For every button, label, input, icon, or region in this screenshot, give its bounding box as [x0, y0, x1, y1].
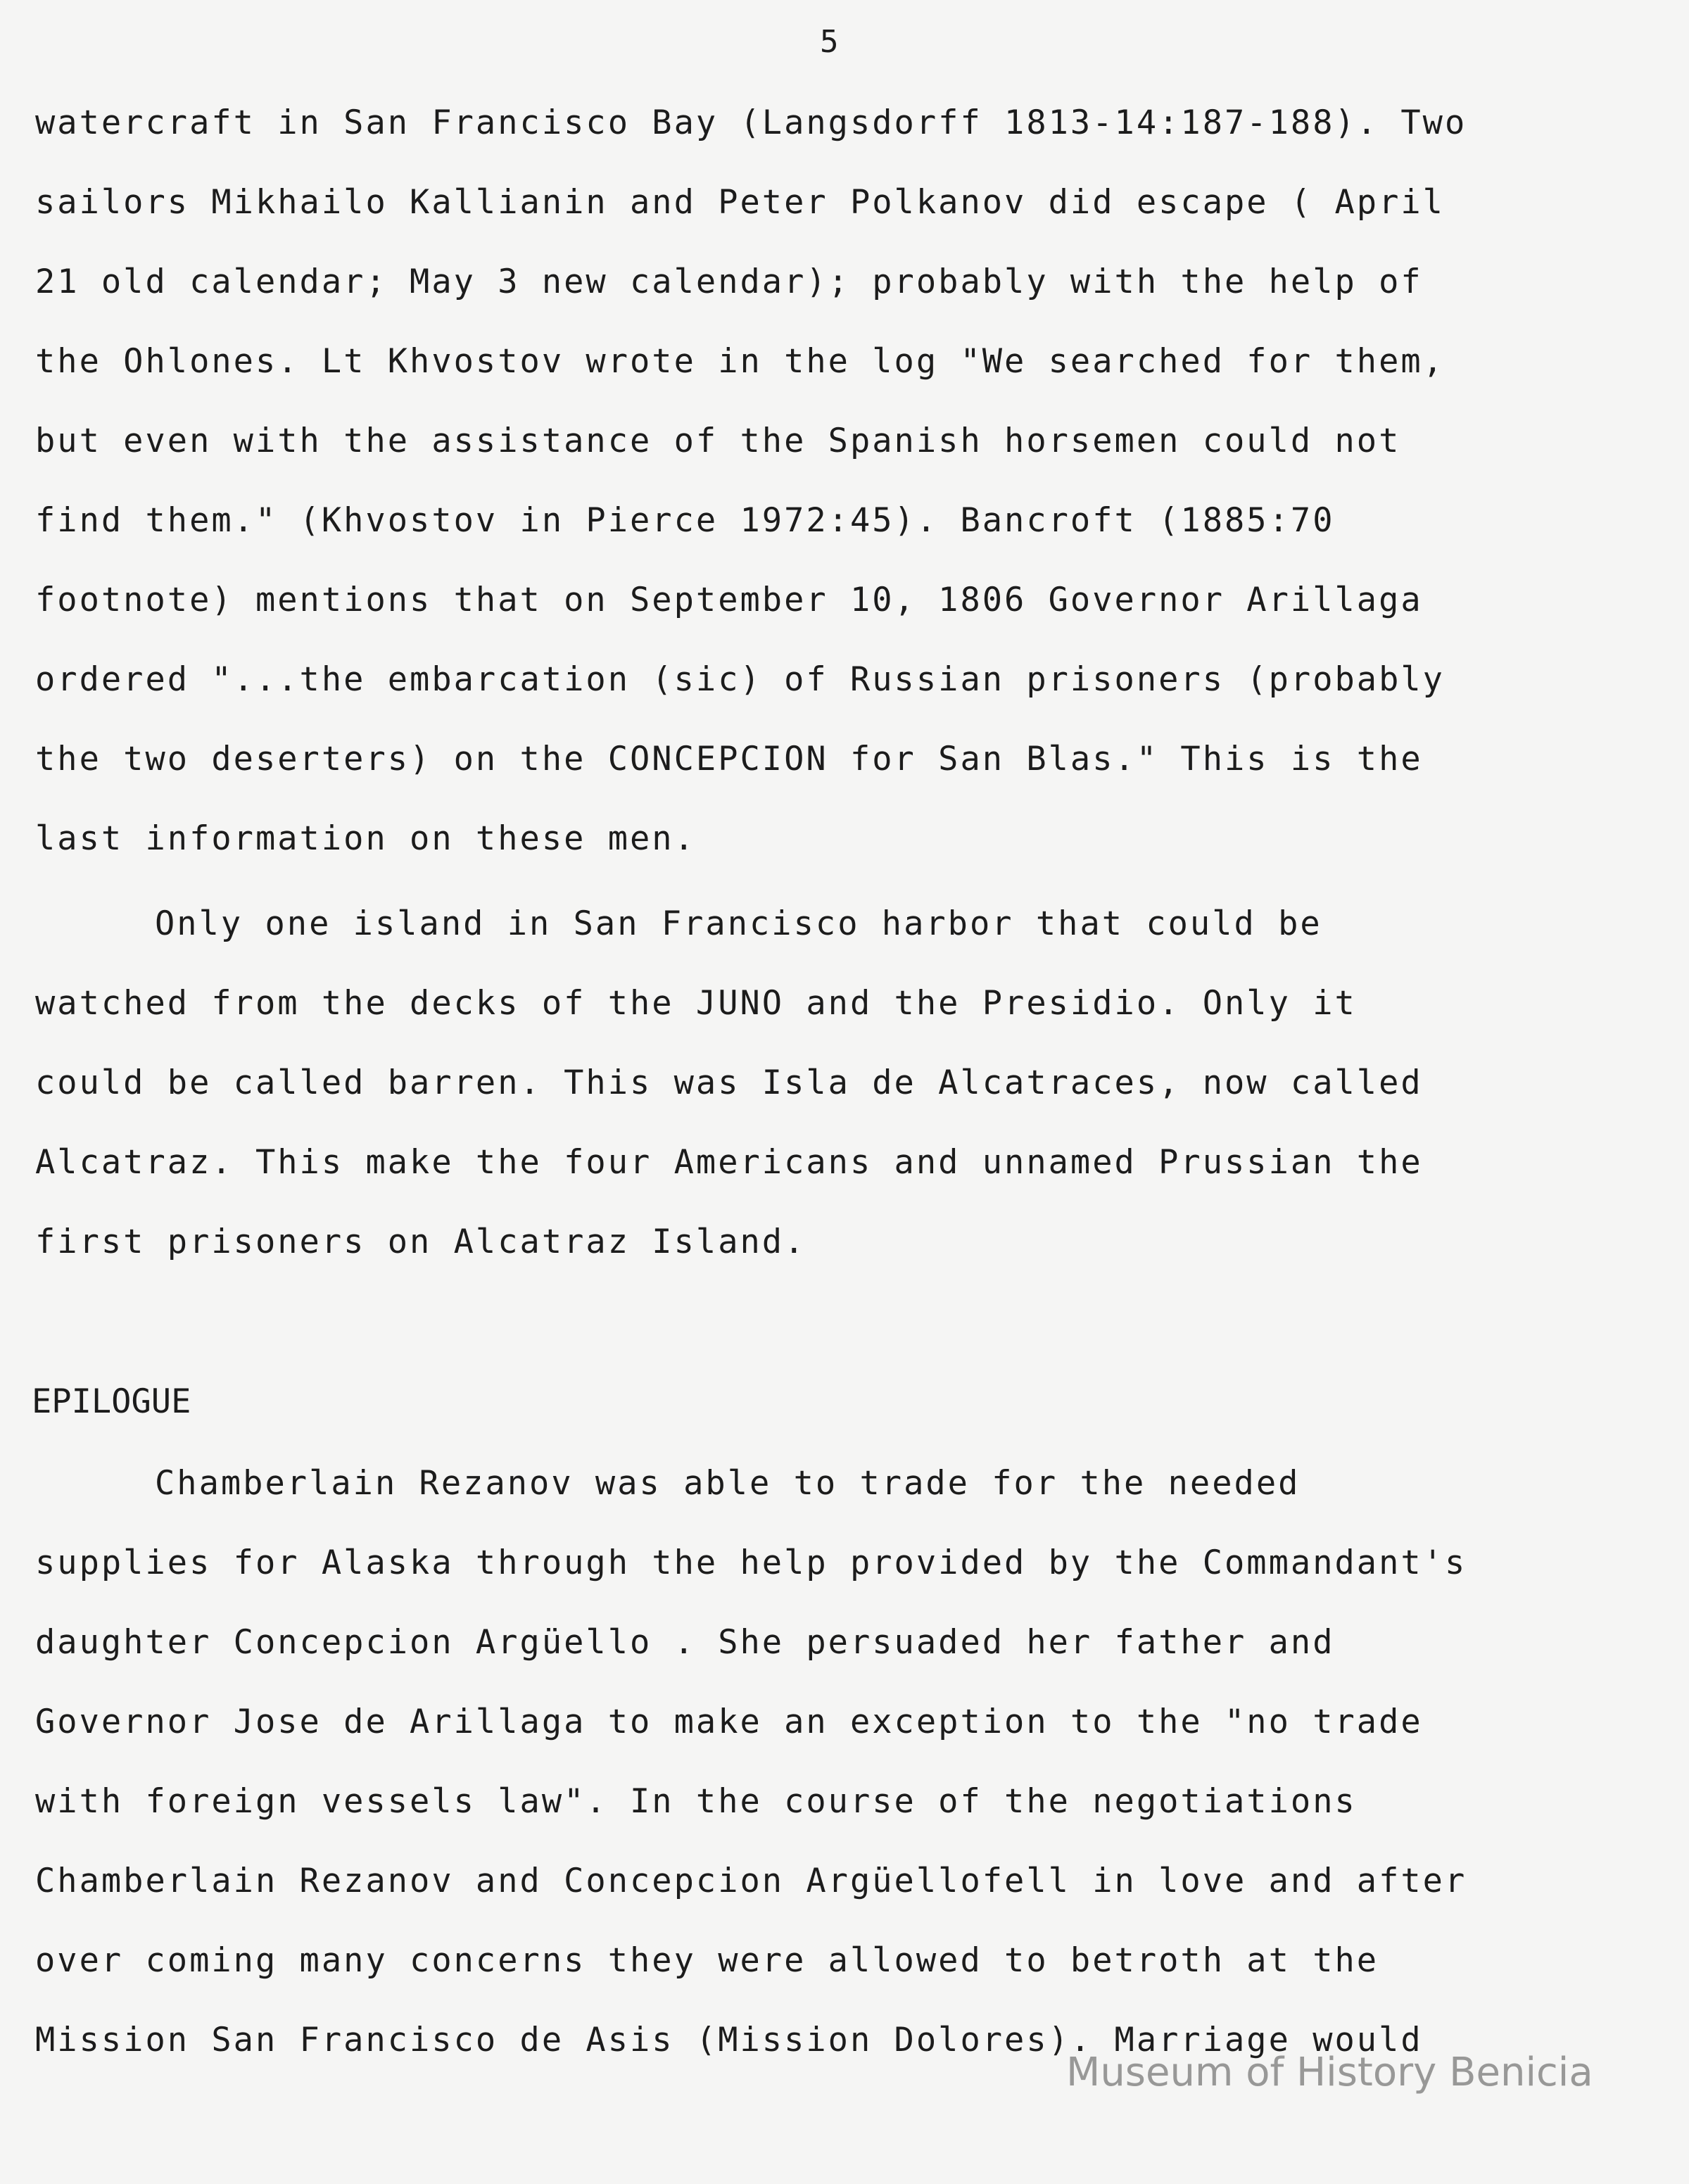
body-text-line: Only one island in San Francisco harbor that could be	[155, 904, 1322, 943]
body-text-line: first prisoners on Alcatraz Island.	[35, 1223, 806, 1261]
body-text-line: footnote) mentions that on September 10, 1806 Governor Arillaga	[35, 581, 1423, 619]
body-text-line: the Ohlones. Lt Khvostov wrote in the log "We searched for them,	[35, 342, 1445, 381]
body-text-line: over coming many concerns they were allowed to betroth at the	[35, 1941, 1379, 1980]
body-text-line: sailors Mikhailo Kallianin and Peter Polkanov did escape ( April	[35, 183, 1445, 222]
body-text-line: could be called barren. This was Isla de Alcatraces, now called	[35, 1063, 1423, 1102]
page-number: 5	[820, 24, 839, 60]
body-text-line: Governor Jose de Arillaga to make an exception to the "no trade	[35, 1703, 1423, 1741]
body-text-line: Chamberlain Rezanov and Concepcion Argüellofell in love and after	[35, 1862, 1467, 1900]
watermark: Museum of History Benicia	[1066, 2050, 1593, 2095]
body-text-line: the two deserters) on the CONCEPCION for San Blas." This is the	[35, 740, 1423, 778]
body-text-line: daughter Concepcion Argüello . She persuaded her father and	[35, 1623, 1335, 1662]
body-text-line: last information on these men.	[35, 819, 696, 858]
body-text-line: 21 old calendar; May 3 new calendar); probably with the help of	[35, 263, 1423, 301]
section-heading: EPILOGUE	[32, 1382, 191, 1421]
body-text-line: supplies for Alaska through the help provided by the Commandant's	[35, 1544, 1467, 1582]
body-text-line: watercraft in San Francisco Bay (Langsdorff 1813-14:187-188). Two	[35, 103, 1467, 142]
body-text-line: Alcatraz. This make the four Americans and unnamed Prussian the	[35, 1143, 1423, 1182]
body-text-line: ordered "...the embarcation (sic) of Russian prisoners (probably	[35, 660, 1445, 699]
body-text-line: Mission San Francisco de Asis (Mission Dolores). Marriage would	[35, 2021, 1423, 2059]
body-text-line: watched from the decks of the JUNO and the Presidio. Only it	[35, 984, 1357, 1023]
body-text-line: but even with the assistance of the Spanish horsemen could not	[35, 422, 1401, 460]
body-text-line: find them." (Khvostov in Pierce 1972:45). Bancroft (1885:70	[35, 501, 1335, 540]
body-text-line: Chamberlain Rezanov was able to trade for the needed	[155, 1464, 1301, 1503]
body-text-line: with foreign vessels law". In the course of the negotiations	[35, 1782, 1357, 1821]
